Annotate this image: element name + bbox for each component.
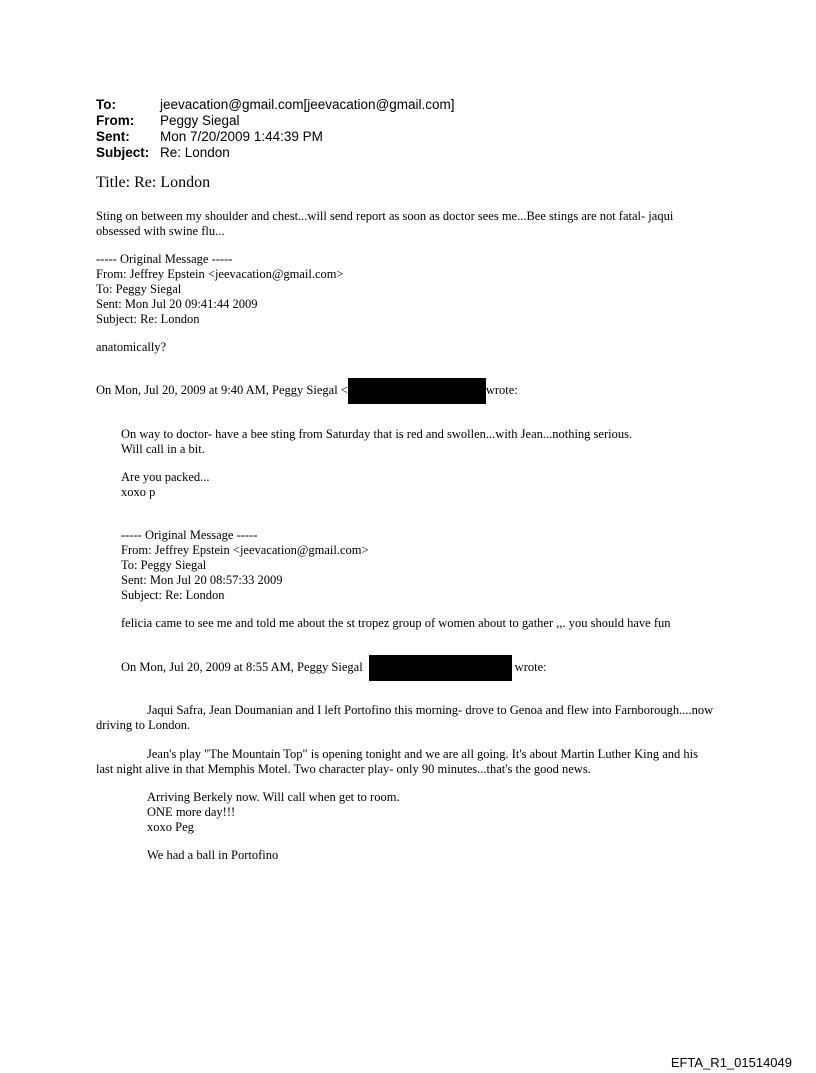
subject-label: Subject:: [96, 145, 150, 160]
subject-row: [96, 145, 455, 161]
sent-label: Sent:: [96, 129, 130, 144]
from-label: From:: [96, 113, 135, 128]
text-line: xoxo p: [121, 485, 156, 499]
quote-doctor: [121, 427, 632, 457]
text-line: Subject: Re: London: [96, 312, 200, 326]
text-line: obsessed with swine flu...: [96, 224, 225, 238]
text-line: wrote:: [514, 660, 547, 674]
redaction-box: [369, 655, 512, 681]
original-message-1: [96, 252, 344, 327]
text-line: Arriving Berkely now. Will call when get to room.: [147, 790, 400, 804]
text-line: last night alive in that Memphis Motel. Two character play- only 90 minutes...that's the good news.: [96, 762, 591, 776]
bates-number: EFTA_R1_01514049: [670, 1055, 792, 1070]
original-message-2: [121, 528, 369, 603]
text-line: wrote:: [485, 383, 518, 397]
text-line: Sent: Mon Jul 20 09:41:44 2009: [96, 297, 258, 311]
paragraph-play: [96, 747, 698, 777]
on-wrote-line-2: [121, 654, 547, 681]
text-line: From: Jeffrey Epstein <jeevacation@gmail.com>: [121, 543, 369, 557]
on-wrote-line-1: [96, 377, 518, 404]
text-line: On Mon, Jul 20, 2009 at 8:55 AM, Peggy Siegal: [121, 660, 363, 674]
text-line: Jean's play "The Mountain Top" is opening tonight and we are all going. It's about Martin Luther King and his: [147, 747, 699, 761]
text-line: Sent: Mon Jul 20 08:57:33 2009: [121, 573, 283, 587]
sent-value: Mon 7/20/2009 1:44:39 PM: [160, 129, 323, 144]
paragraph-jaqui: [96, 703, 713, 733]
paragraph-felicia: felicia came to see me and told me about the st tropez group of women about to gather ,,. you should have fun: [121, 616, 671, 630]
paragraph-arriving: [147, 790, 400, 835]
paragraph-sting: [96, 209, 673, 239]
doc-title: Title: Re: London: [96, 174, 211, 191]
text-line: Will call in a bit.: [121, 442, 205, 456]
text-line: ----- Original Message -----: [121, 528, 258, 542]
to-label: To:: [96, 97, 116, 112]
text-line: ----- Original Message -----: [96, 252, 233, 266]
text-line: driving to London.: [96, 718, 191, 732]
text-line: From: Jeffrey Epstein <jeevacation@gmail.com>: [96, 267, 344, 281]
from-row: [96, 113, 455, 129]
text-line: On way to doctor- have a bee sting from Saturday that is red and swollen...with Jean...nothing serious.: [121, 427, 633, 441]
subject-value: Re: London: [160, 145, 230, 160]
text-line: To: Peggy Siegal: [96, 282, 182, 296]
from-value: Peggy Siegal: [160, 113, 240, 128]
text-line: Are you packed...: [121, 470, 210, 484]
to-value: jeevacation@gmail.com[jeevacation@gmail.com]: [160, 97, 455, 112]
text-line: xoxo Peg: [147, 820, 194, 834]
text-line: Jaqui Safra, Jean Doumanian and I left Portofino this morning- drove to Genoa and flew into Farnborough....now: [147, 703, 714, 717]
text-line: Sting on between my shoulder and chest...will send report as soon as doctor sees me...Bee stings are not fatal- jaqui: [96, 209, 674, 223]
paragraph-anatomically: anatomically?: [96, 340, 167, 354]
text-line: To: Peggy Siegal: [121, 558, 207, 572]
sent-row: [96, 129, 455, 145]
paragraph-portofino: We had a ball in Portofino: [147, 848, 279, 862]
to-row: [96, 97, 455, 113]
redaction-box: [348, 378, 486, 404]
email-header: [96, 97, 455, 161]
text-line: Subject: Re: London: [121, 588, 225, 602]
text-line: On Mon, Jul 20, 2009 at 9:40 AM, Peggy Siegal <: [96, 383, 348, 397]
text-line: ONE more day!!!: [147, 805, 236, 819]
quote-packed: [121, 470, 210, 500]
